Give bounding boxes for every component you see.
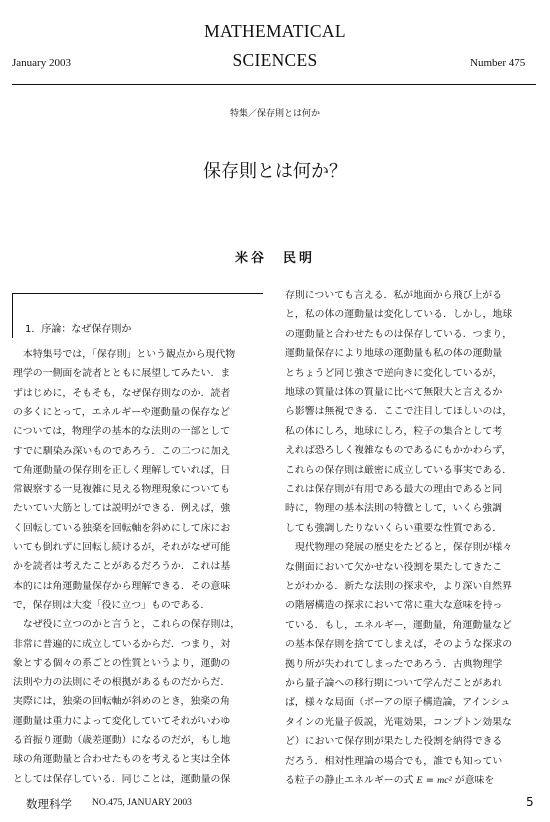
text-line: なぜ役に立つのかと言うと，これらの保存則は， (13, 619, 241, 631)
text-line: ば，様々な局面（ボーアの原子構造論，アインシュ (285, 697, 511, 709)
text-line: 存則についても言える．私が地面から飛び上がる (285, 290, 503, 301)
text-line: の階層構造の探求において常に重大な意味を持っ (285, 600, 503, 612)
text-line: 球の角運動量と合わせたものを考えると実は全体 (13, 754, 231, 766)
section-label: 特集／保存則とは何か (229, 109, 320, 119)
equation-lhs: E (416, 775, 423, 786)
text-line: とがわかる．新たな法則の探求や，より深い自然界 (285, 581, 512, 592)
text-line: これらの保存則は厳密に成立している事実である． (285, 464, 513, 476)
text-line: く回転している独楽を回転軸を斜めにして床にお (13, 522, 231, 534)
text-line: な側面において欠かせない役割を果たしてきたこ (285, 561, 503, 573)
text-line: 本特集号では，「保存則」という観点から現代物 (13, 349, 236, 360)
journal-title-line2: SCIENCES (232, 50, 318, 70)
issue-date: January 2003 (12, 57, 71, 69)
issue-number: Number 475 (470, 57, 526, 69)
text-line: る粒子の静止エネルギーの式 E = mc² が意味を (285, 775, 495, 786)
text-line: ずはじめに，そもそも，なぜ保存則なのか．読者 (13, 387, 231, 399)
text-line: る首振り運動（歳差運動）になるのだが，もし地 (13, 735, 231, 746)
equation-rhs: mc² (437, 775, 452, 786)
text-line: とちょうど同じ強さで逆向きに変化しているが， (285, 367, 503, 379)
text-line: から量子論への移行期について学んだことがあれ (285, 678, 503, 689)
text-line: 本的には角運動量保存から理解できる．その意味 (13, 580, 231, 592)
text-line: だろう．相対性理論の場合でも，誰でも知ってい (285, 755, 503, 767)
text-line: 私の体にしろ，地球にしろ，粒子の集合として考 (285, 425, 503, 437)
article-title: 保存則とは何か？ (203, 161, 347, 182)
text-line: ど）において保存則が果たした役割を納得できる (285, 736, 503, 748)
text-line: 拠り所が失われてしまったであろう．古典物理学 (285, 658, 503, 670)
header-rule (12, 84, 536, 85)
text-line: ら影響は無視できる．ここで注目してほしいのは， (285, 406, 513, 418)
text-line: 運動量保存により地球の運動量も私の体の運動量 (285, 348, 503, 360)
journal-title-line1: MATHEMATICAL (204, 21, 346, 41)
text-line: の多くにとって，エネルギーや運動量の保存など (13, 406, 230, 418)
text-line: と，私の体の運動量は変化している．しかし，地球 (285, 309, 513, 321)
text-line: すでに馴染み深いものであろう．この二つに加え (13, 445, 231, 457)
equation-suffix: が意味を (451, 775, 495, 786)
author-name: 米谷 民明 (234, 251, 315, 266)
text-line: タインの光量子仮説，光電効果，コンプトン効果な (285, 716, 512, 728)
text-line: 理学の一側面を読者とともに展望してみたい．ま (13, 368, 231, 380)
text-line: 実際には，独楽の回転軸が斜めのとき，独楽の角 (13, 696, 230, 708)
text-line: 時に，物理の基本法則の特徴として，いくら強調 (285, 503, 503, 515)
text-line: 象とする個々の系ごとの性質というより，運動の (13, 657, 231, 669)
text-line: 現代物理の発展の歴史をたどると，保存則が様々 (285, 542, 513, 554)
text-line: ている．もし，エネルギー，運動量，角運動量など (285, 619, 512, 631)
text-line: しても強調したりないくらい重要な性質である． (285, 522, 503, 534)
text-line: たいてい大筋としては説明ができる．例えば，強 (13, 503, 231, 515)
text-line: の基本保存則を捨ててしまえば，そのような探求の (285, 639, 513, 651)
footer-issue-info: NO.475, JANUARY 2003 (92, 798, 192, 808)
text-line: 法則や力の法則にその根拠があるものだからだ． (13, 677, 231, 689)
text-line: で，保存則は大変「役に立つ」ものである． (13, 599, 211, 611)
equation-equals: = (422, 775, 438, 786)
text-line: えれば恐ろしく複雑なものであるにもかかわらず， (285, 445, 512, 457)
footer-journal: 数理科学 (26, 797, 72, 811)
text-line: いても倒れずに回転し続けるが，それがなぜ可能 (13, 542, 231, 553)
section-heading: 1．序論：なぜ保存則か (25, 324, 132, 335)
text-line: て角運動量の保存則を正しく理解していれば，日 (13, 464, 231, 476)
text-line: 地球の質量は体の質量に比べて無限大と言えるか (285, 387, 503, 398)
text-line: 非常に普遍的に成立しているからだ．つまり，対 (13, 638, 231, 650)
text-line: 常観察する一見複雑に見える物理現象についても (13, 484, 231, 496)
text-line: としては保存している．同じことは，運動量の保 (13, 773, 231, 785)
text-line: 運動量は重力によって変化していてそれがいわゆ (13, 715, 231, 727)
page-number: 5 (526, 795, 534, 809)
text-line: これは保存則が有用である最大の理由であると同 (285, 484, 503, 495)
text-line: の運動量と合わせたものは保存している．つまり， (285, 328, 513, 340)
text-line: については，物理学の基本的な法則の一部として (13, 426, 231, 438)
text-line: かを読者は考えたことがあるだろうか．これは基 (13, 561, 231, 573)
